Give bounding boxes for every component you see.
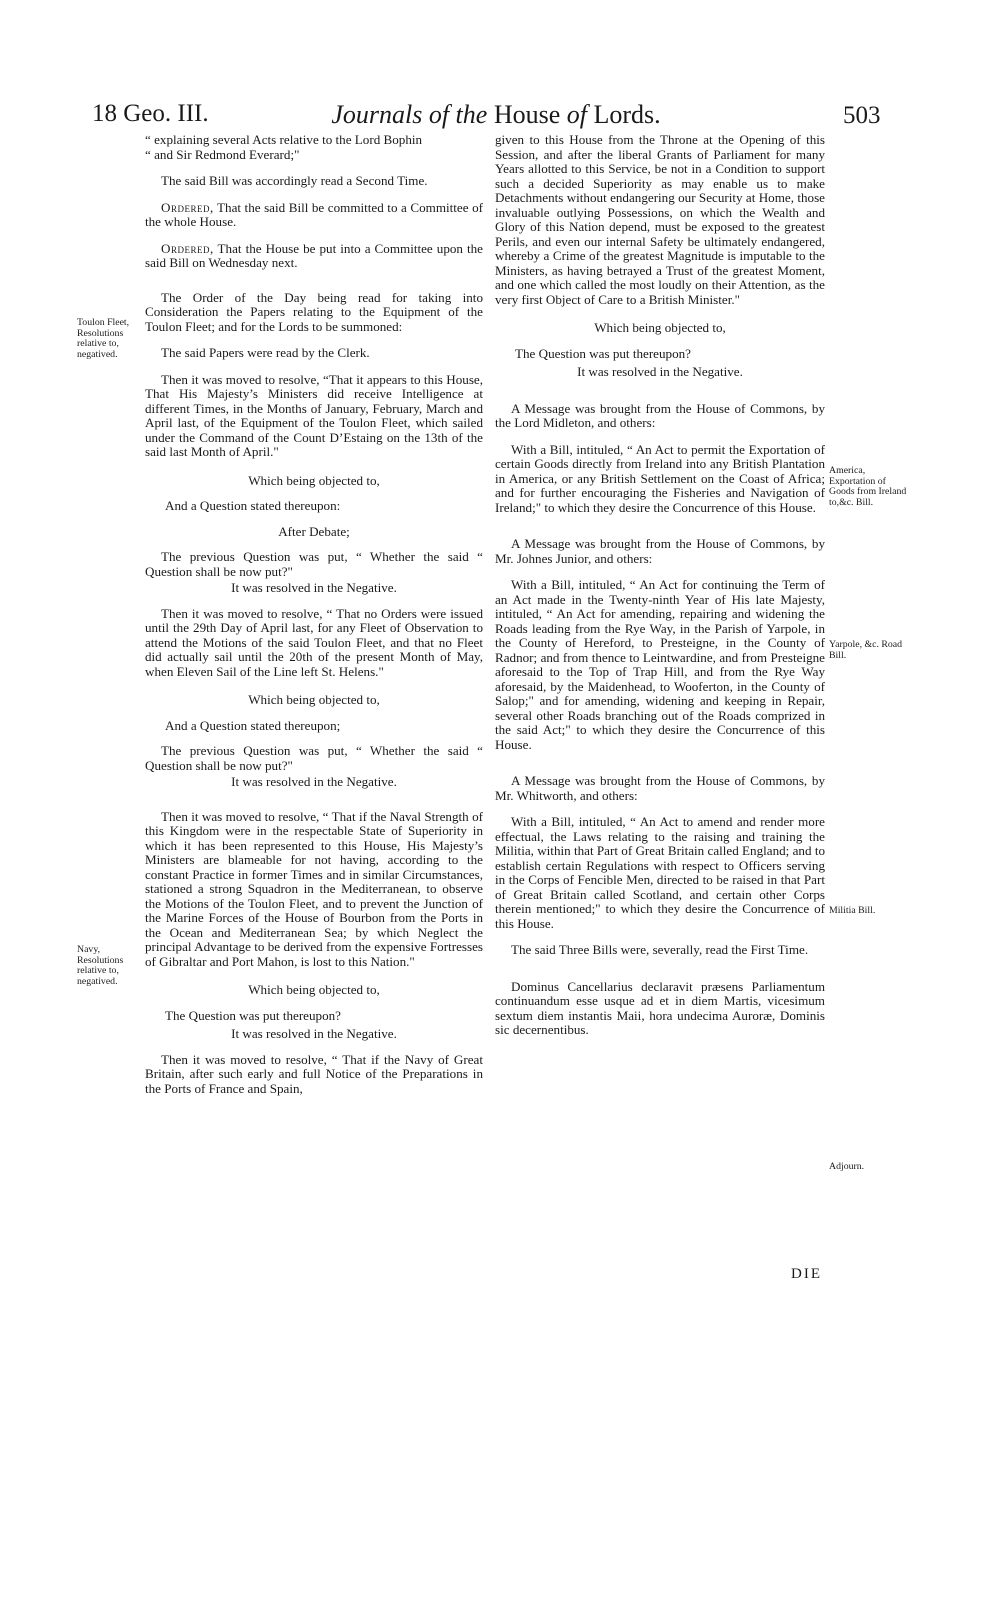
three-bills-read: The said Three Bills were, severally, read the First Time. <box>511 942 809 957</box>
bill-ireland-exports: With a Bill, intituled, “ An Act to permit the Exportation of certain Goods directly from Ireland into any British Plantation in America, or any British Settlement on the Coast of Africa; and for further encouraging the Fisheries and Navigation of Ireland;" to which they desire the Concurrence of this House. <box>495 441 825 515</box>
bill-yarpole-road: With a Bill, intituled, “ An Act for continuing the Term of an Act made in the Twenty-ninth Year of His late Majesty, intituled, “ An Act for amending, repairing and widening the Roads leading from the Rye Way, in the Parish of Yarpole, in the County of Hereford, to Presteigne, in the County of Radnor; and from thence to Leintwardine, and from Presteigne aforesaid to the Top of Trap Hill, and from the Rye Way aforesaid, by the Maidenhead, to Wooferton, in the County of Salop;" and for amending, widening and keeping in Repair, several other Roads branching out of the Roads comprized in the said Act;" to which they desire the Concurrence of this House. <box>495 577 825 752</box>
objection-4: Which being objected to, <box>594 320 726 335</box>
negative-2: It was resolved in the Negative. <box>231 774 397 789</box>
motion-navy-preparations: Then it was moved to resolve, “ That if the Navy of Great Britain, after such early and full Notice of the Preparations in the Ports of France and Spain, <box>145 1051 483 1096</box>
negative-1: It was resolved in the Negative. <box>231 580 397 595</box>
order-commit: Ordered, That the said Bill be committed to a Committee of the whole House. <box>145 199 483 229</box>
margin-note-militia: Militia Bill. <box>829 905 876 916</box>
right-column <box>495 133 825 1050</box>
left-column <box>145 133 483 1108</box>
motion-navy-continuation: given to this House from the Throne at the Opening of this Session, and after the liberal Grants of Parliament for many Years allotted to this Service, be not in a Condition to support such a decided Superiority as may enable us to make Detachments without endangering our Security at Home, those invaluable outlying Possessions, on which the Wealth and Glory of this Nation depend, must be exposed to the greatest Perils, and even our internal Safety be ultimately endangered, whereby a Crime of the greatest Magnitude is imputable to the Ministers, as having betrayed a Trust of the greatest Moment, and one which called the most loudly on their Attention, as the very first Object of Care to a British Minister." <box>495 132 825 307</box>
regnal-year: 18 Geo. III. <box>92 100 209 127</box>
bill-title-continuation: “ explaining several Acts relative to the Lord Bophin “ and Sir Redmond Everard;" <box>145 133 483 162</box>
adjournment-latin: Dominus Cancellarius declaravit præsens Parliamentum continuandum esse usque ad et in diem Martis, vicesimum sextum diem instantis Maii, hora undecima Auroræ, Dominis sic decernentibus. <box>495 978 825 1037</box>
margin-note-navy: Navy, Resolutions relative to, negatived. <box>77 944 124 987</box>
objection-2: Which being objected to, <box>248 692 380 707</box>
question-put-3: The Question was put thereupon? <box>165 1007 341 1023</box>
motion-naval-strength: Then it was moved to resolve, “ That if the Naval Strength of this Kingdom were in the respectable State of Superiority in which it has been represented to this House, His Majesty’s Ministers are blameable for not having, according to the constant Practice in former Times and in similar Circumstances, stationed a strong Squadron in the Mediterranean, to observe the Motions of the Toulon Fleet, and to prevent the Junction of the Marine Forces of the House of Bourbon from the Ports in the Ocean and Mediterranean Sea; by which Neglect the principal Advantage to be derived from the expensive Fortresses of Gibraltar and Port Mahon, is lost to this Nation." <box>145 808 483 969</box>
message-whitworth: A Message was brought from the House of Commons, by Mr. Whitworth, and others: <box>495 773 825 803</box>
journal-title: Journals of the House of Lords. <box>331 100 661 129</box>
negative-4: It was resolved in the Negative. <box>577 364 743 379</box>
question-stated-1: And a Question stated thereupon: <box>165 498 341 513</box>
second-reading: The said Bill was accordingly read a Second Time. <box>161 173 428 188</box>
order-of-day-toulon: The Order of the Day being read for taking into Consideration the Papers relating to the Equipment of the Toulon Fleet; and for the Lords to be summoned: <box>145 289 483 334</box>
objection-1: Which being objected to, <box>248 472 380 488</box>
objection-3: Which being objected to, <box>248 982 380 997</box>
question-stated-2: And a Question stated thereupon; <box>165 717 341 733</box>
bill-militia: With a Bill, intituled, “ An Act to amend and render more effectual, the Laws relating to the raising and training the Militia, within that Part of Great Britain called England; and to establish certain Regulations with respect to Officers serving in the Corps of Fencible Men, directed to be raised in that Part of Great Britain called Scotland, and certain other Corps therein mentioned;" to which they desire the Concurrence of this House. <box>495 814 825 931</box>
papers-read: The said Papers were read by the Clerk. <box>161 345 370 360</box>
question-put-4: The Question was put thereupon? <box>515 345 691 361</box>
negative-3: It was resolved in the Negative. <box>231 1026 397 1041</box>
margin-note-yarpole: Yarpole, &c. Road Bill. <box>829 639 903 661</box>
previous-question-1: The previous Question was put, “ Whether the said “ Question shall be now put?" <box>145 549 483 579</box>
order-committee: Ordered, That the House be put into a Committee upon the said Bill on Wednesday next. <box>145 240 483 270</box>
previous-question-2: The previous Question was put, “ Whether the said “ Question shall be now put?" <box>145 743 483 773</box>
after-debate: After Debate; <box>278 523 350 539</box>
motion-fleet-observation: Then it was moved to resolve, “ That no Orders were issued until the 29th Day of April last, for any Fleet of Observation to attend the Motions of the said Toulon Fleet, and that no Fleet did actually sail until the 20th of the present Month of May, when Eleven Sail of the Line left St. Helens." <box>145 605 483 679</box>
margin-note-toulon: Toulon Fleet, Resolutions relative to, negatived. <box>77 317 130 360</box>
page-number: 503 <box>843 102 881 129</box>
margin-note-adjourn: Adjourn. <box>829 1161 865 1172</box>
message-johnes: A Message was brought from the House of Commons, by Mr. Johnes Junior, and others: <box>495 536 825 566</box>
message-midleton: A Message was brought from the House of Commons, by the Lord Midleton, and others: <box>495 400 825 430</box>
margin-note-america: America, Exportation of Goods from Ireland to,&c. Bill. <box>829 465 907 508</box>
catchword: DIE <box>791 1266 822 1282</box>
motion-toulon-intelligence: Then it was moved to resolve, “That it appears to this House, That His Majesty’s Ministers did receive Intelligence at different Times, in the Months of January, February, March and April last, of the Equipment of the Toulon Fleet, which sailed under the Command of the Count D’Estaing on the 13th of the said last Month of April." <box>145 371 483 459</box>
